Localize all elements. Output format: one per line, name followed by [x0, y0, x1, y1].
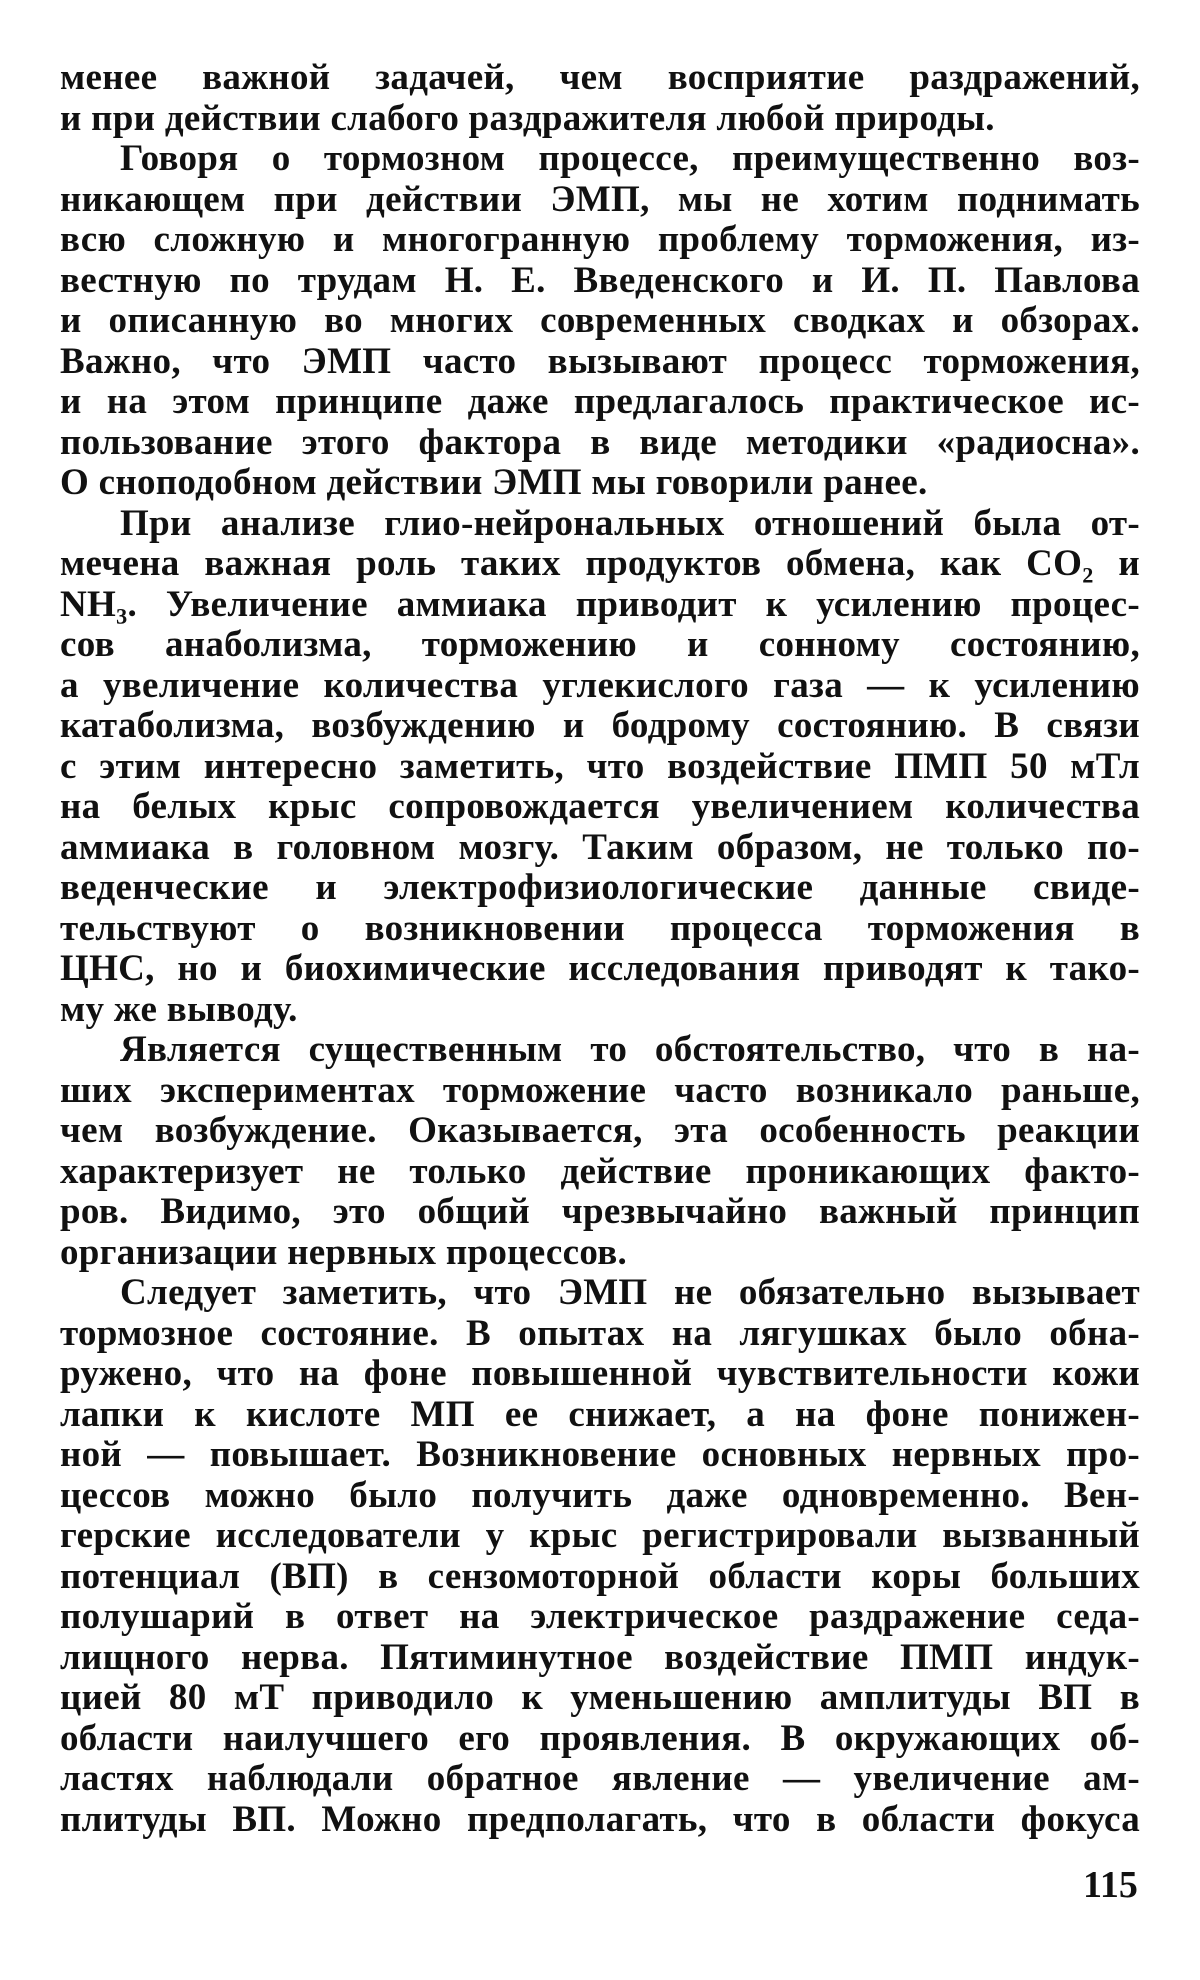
text-line: и при действии слабого раздражителя любой природы.	[60, 97, 995, 139]
text-line: менее важной задачей, чем восприятие раздражений,	[60, 57, 1140, 98]
text-line: лищного нерва. Пятиминутное воздействие ПМП индук-	[60, 1636, 1140, 1678]
text-line: катаболизма, возбуждению и бодрому состоянию. В связи	[60, 705, 1140, 746]
text-line: Говоря о тормозном процессе, преимущественно воз-	[120, 138, 1140, 179]
text-line: вестную по трудам Н. Е. Введенского и И. П. Павлова	[60, 259, 1140, 301]
text-line: герские исследователи у крыс регистрировали вызванный	[60, 1515, 1140, 1556]
text-line: При анализе глио-нейрональных отношений была от-	[120, 502, 1140, 544]
text-line: му же выводу.	[60, 988, 298, 1030]
text-line: аммиака в головном мозгу. Таким образом, не только по-	[60, 826, 1140, 868]
page-body	[60, 58, 1140, 1840]
text-line: ной — повышает. Возникновение основных нервных про-	[60, 1434, 1140, 1475]
text-line: сов анаболизма, торможению и сонному состоянию,	[60, 624, 1140, 665]
text-line: Является существенным то обстоятельство, что в на-	[120, 1029, 1140, 1070]
text-line: тормозное состояние. В опытах на лягушках было обна-	[60, 1312, 1140, 1354]
text-line: Следует заметить, что ЭМП не обязательно вызывает	[120, 1272, 1140, 1313]
text-line: на белых крыс сопровождается увеличением количества	[60, 786, 1140, 827]
text-line: а увеличение количества углекислого газа — к усилению	[60, 664, 1140, 706]
text-line: тельствуют о возникновении процесса торможения в	[60, 907, 1140, 949]
text-line: ров. Видимо, это общий чрезвычайно важный принцип	[60, 1191, 1140, 1232]
text-line: чем возбуждение. Оказывается, эта особенность реакции	[60, 1110, 1140, 1151]
text-line: пользование этого фактора в виде методики «радиосна».	[60, 421, 1140, 463]
page-number: 115	[1083, 1864, 1138, 1906]
text-line: характеризует не только действие проникающих факто-	[60, 1150, 1140, 1192]
text-line: полушарий в ответ на электрическое раздражение седа-	[60, 1596, 1140, 1637]
text-line: и описанную во многих современных сводках и обзорах.	[60, 300, 1140, 341]
text-line: ших экспериментах торможение часто возникало раньше,	[60, 1069, 1140, 1111]
text-line: ружено, что на фоне повышенной чувствительности кожи	[60, 1353, 1140, 1394]
text-line: потенциал (ВП) в сензомоторной области коры больших	[60, 1555, 1140, 1597]
text-line: цессов можно было получить даже одновременно. Вен-	[60, 1474, 1140, 1516]
text-line: с этим интересно заметить, что воздействие ПМП 50 мТл	[60, 745, 1140, 787]
text-line: никающем при действии ЭМП, мы не хотим поднимать	[60, 178, 1140, 220]
text-line: Важно, что ЭМП часто вызывают процесс торможения,	[60, 340, 1140, 382]
text-line: цией 80 мТ приводило к уменьшению амплитуды ВП в	[60, 1677, 1140, 1718]
text-line: ЦНС, но и биохимические исследования приводят к тако-	[60, 948, 1140, 989]
text-line: мечена важная роль таких продуктов обмена, как СО₂ и	[60, 543, 1140, 584]
text-line: и на этом принципе даже предлагалось практическое ис-	[60, 381, 1140, 422]
text-line: всю сложную и многогранную проблему торможения, из-	[60, 219, 1140, 260]
text-line: области наилучшего его проявления. В окружающих об-	[60, 1717, 1140, 1759]
text-line: лапки к кислоте МП ее снижает, а на фоне понижен-	[60, 1393, 1140, 1435]
text-line: плитуды ВП. Можно предполагать, что в области фокуса	[60, 1798, 1140, 1840]
text-line: О сноподобном действии ЭМП мы говорили ранее.	[60, 462, 928, 503]
text-line: ластях наблюдали обратное явление — увеличение ам-	[60, 1758, 1140, 1799]
text-line: веденческие и электрофизиологические данные свиде-	[60, 867, 1140, 908]
text-line: организации нервных процессов.	[60, 1231, 628, 1273]
text-line: NH₃. Увеличение аммиака приводит к усилению процес-	[60, 583, 1140, 625]
